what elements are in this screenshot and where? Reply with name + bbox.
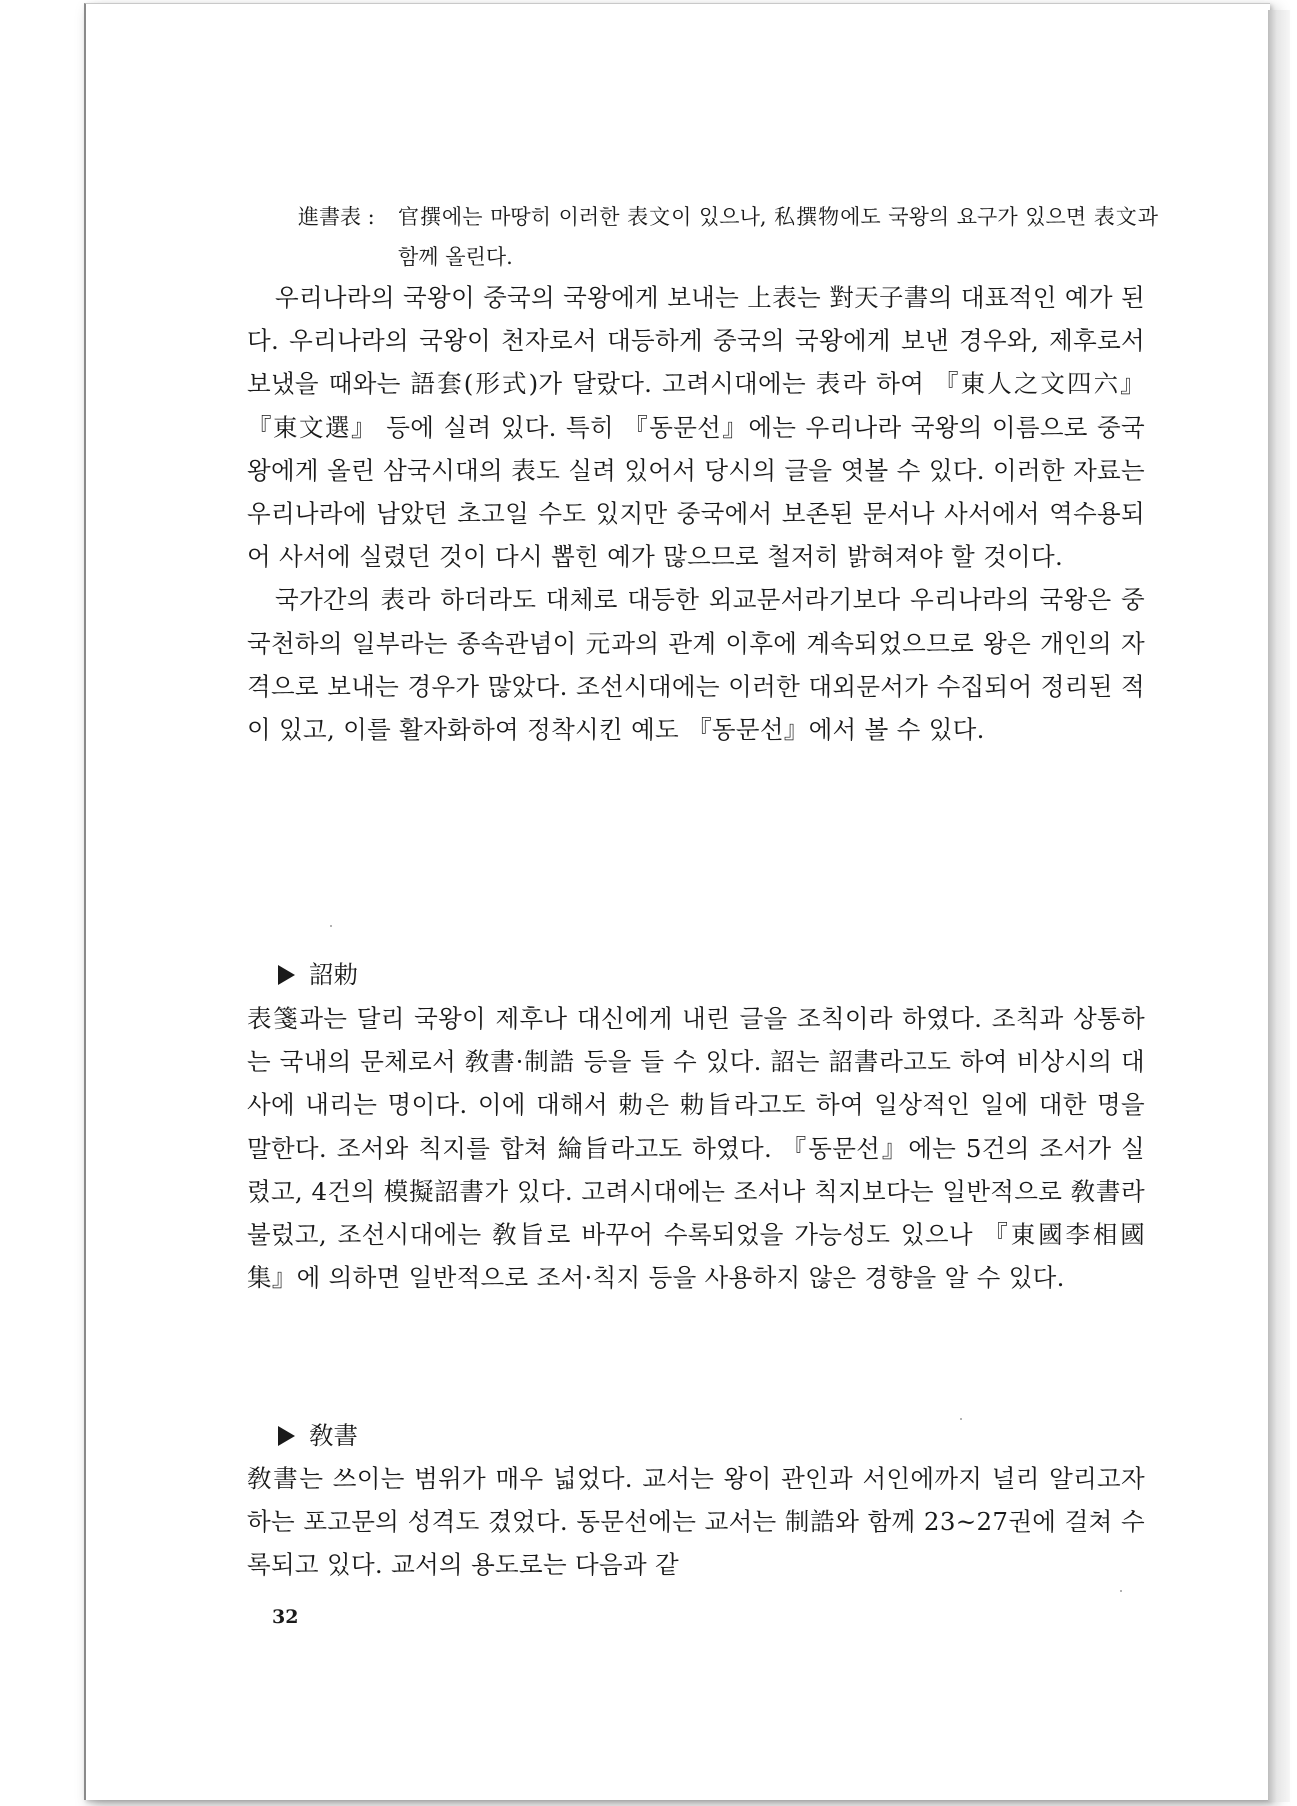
section3-body: [247, 1457, 1145, 1587]
scan-speck: [330, 925, 332, 927]
section3-heading: [278, 1420, 358, 1452]
section2-heading: [278, 959, 358, 991]
scan-speck: [1120, 1590, 1122, 1592]
section1-paragraph-2: 국가간의 表라 하더라도 대체로 대등한 외교문서라기보다 우리나라의 국왕은 중국천하의 일부라는 종속관념이 元과의 관계 이후에 계속되었으므로 왕은 개인의 자격으로 보내는 경우가 많았다. 조선시대에는 이러한 대외문서가 수집되어 정리된 적이 있고, 이를 활자화하여 정착시킨 예도 『동문선』에서 볼 수 있다.: [247, 585, 1145, 745]
scan-speck: [960, 1418, 962, 1420]
section1-body: [247, 276, 1145, 751]
section3-paragraph: 敎書는 쓰이는 범위가 매우 넓었다. 교서는 왕이 관인과 서인에까지 널리 알리고자 하는 포고문의 성격도 겼었다. 동문선에는 교서는 制誥와 함께 23~27권에 걸쳐 수록되고 있다. 교서의 용도로는 다음과 같: [247, 1464, 1145, 1580]
section2-body: [247, 997, 1145, 1299]
section2-paragraph: 表箋과는 달리 국왕이 제후나 대신에게 내린 글을 조칙이라 하였다. 조칙과 상통하는 국내의 문체로서 敎書·制誥 등을 들 수 있다. 詔는 詔書라고도 하여 비상시의 대사에 내리는 명이다. 이에 대해서 勅은 勅旨라고도 하여 일상적인 일에 대한 명을 말한다. 조서와 칙지를 합쳐 綸旨라고도 하였다. 『동문선』에는 5건의 조서가 실렸고, 4건의 模擬詔書가 있다. 고려시대에는 조서나 칙지보다는 일반적으로 敎書라 불렀고, 조선시대에는 敎旨로 바꾸어 수록되었을 가능성도 있으나 『東國李相國集』에 의하면 일반적으로 조서·칙지 등을 사용하지 않은 경향을 알 수 있다.: [247, 1004, 1145, 1293]
arrow-right-icon: [278, 1426, 295, 1446]
page-number: 32: [272, 1606, 299, 1628]
page-edge: [1268, 10, 1290, 1802]
section3-heading-text: 敎書: [309, 1421, 358, 1450]
section1-paragraph-1: 우리나라의 국왕이 중국의 국왕에게 보내는 上表는 對天子書의 대표적인 예가 된다. 우리나라의 국왕이 천자로서 대등하게 중국의 국왕에게 보낸 경우와, 제후로서 보냈을 때와는 語套(形式)가 달랐다. 고려시대에는 表라 하여 『東人之文四六』 『東文選』 등에 실려 있다. 특히 『동문선』에는 우리나라 국왕의 이름으로 중국왕에게 올린 삼국시대의 表도 실려 있어서 당시의 글을 엿볼 수 있다. 이러한 자료는 우리나라에 남았던 초고일 수도 있지만 중국에서 보존된 문서나 사서에서 역수용되어 사서에 실렸던 것이 다시 뽑힌 예가 많으므로 철저히 밝혀져야 할 것이다.: [247, 283, 1145, 572]
note-label: 進書表 :: [298, 205, 375, 229]
section2-heading-text: 詔勅: [309, 960, 358, 989]
note-block: [298, 197, 1158, 277]
note-text: 官撰에는 마땅히 이러한 表文이 있으나, 私撰物에도 국왕의 요구가 있으면 表文과 함께 올린다.: [398, 205, 1158, 269]
arrow-right-icon: [278, 965, 295, 985]
